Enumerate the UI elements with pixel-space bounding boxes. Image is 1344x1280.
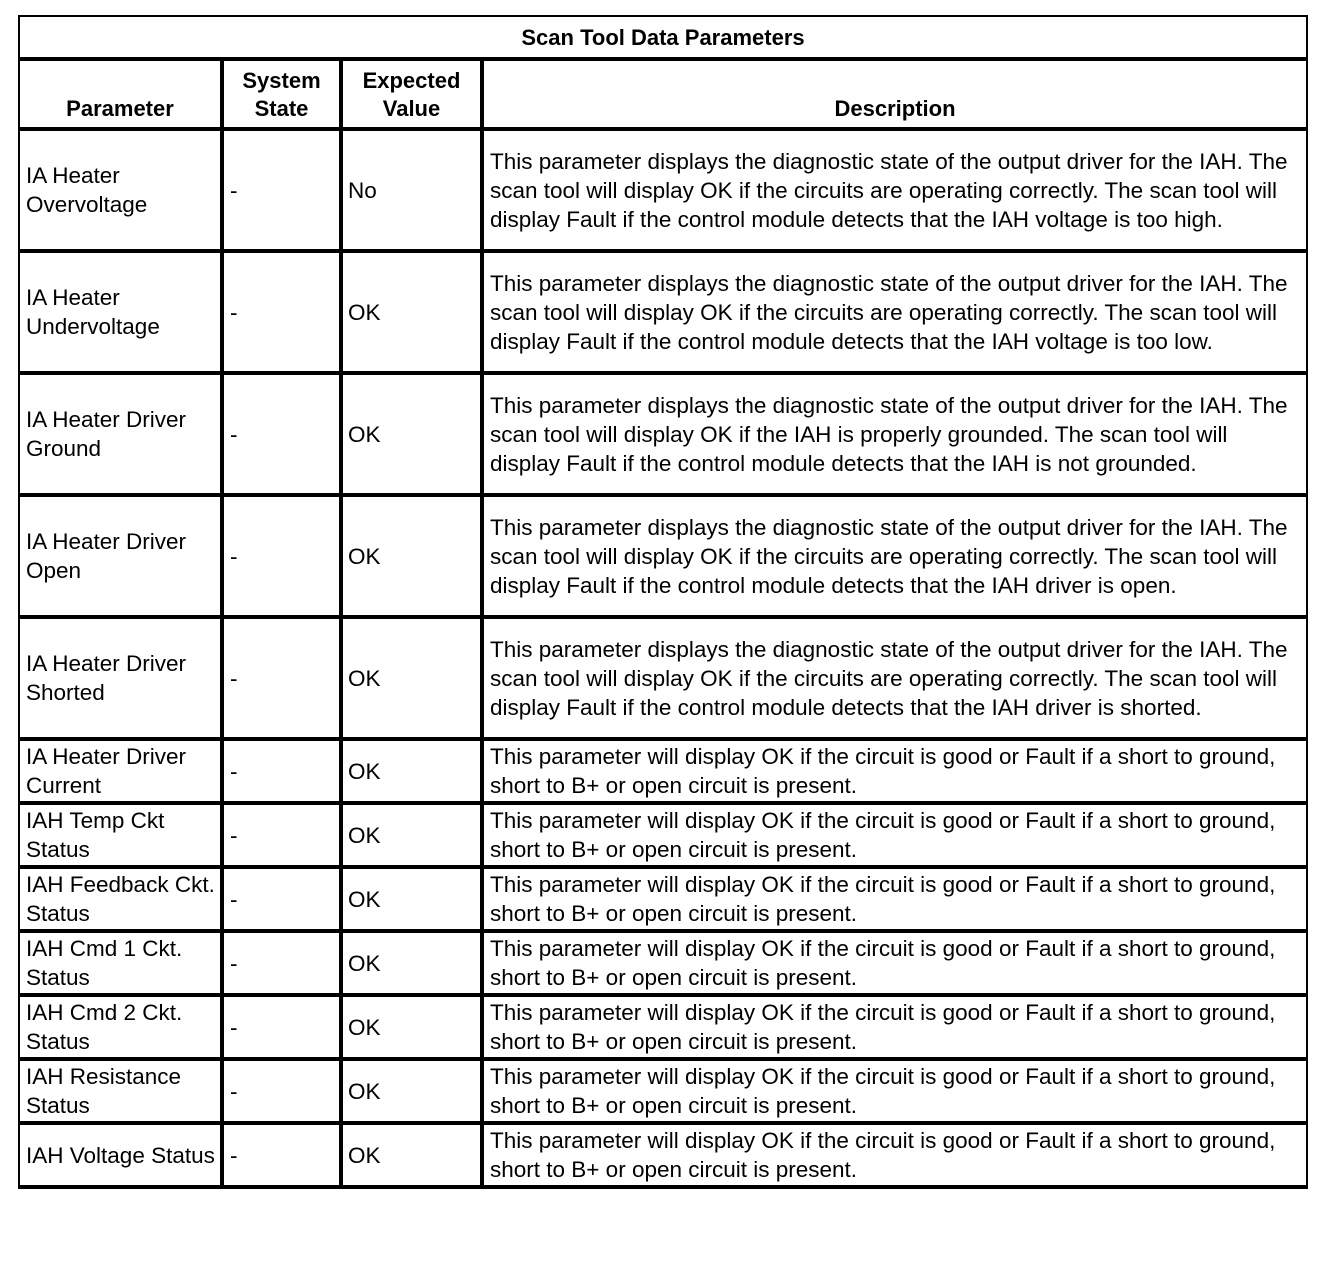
expected-value-cell: OK (341, 995, 482, 1059)
table-row (19, 803, 1307, 867)
table-row (19, 129, 1307, 251)
system-state-cell: - (222, 1059, 341, 1123)
system-state-cell: - (222, 739, 341, 803)
expected-value-cell: OK (341, 803, 482, 867)
table-row (19, 995, 1307, 1059)
parameter-cell: IA Heater Overvoltage (19, 129, 222, 251)
expected-value-cell: OK (341, 1123, 482, 1187)
system-state-cell: - (222, 803, 341, 867)
system-state-cell: - (222, 1123, 341, 1187)
system-state-cell: - (222, 995, 341, 1059)
system-state-cell: - (222, 931, 341, 995)
table-row (19, 1059, 1307, 1123)
parameter-cell: IAH Voltage Status (19, 1123, 222, 1187)
parameter-cell: IAH Temp Ckt Status (19, 803, 222, 867)
description-cell: This parameter will display OK if the circuit is good or Fault if a short to ground, short to B+ or open circuit is present. (482, 995, 1307, 1059)
description-cell: This parameter displays the diagnostic state of the output driver for the IAH. The scan tool will display OK if the IAH is properly grounded. The scan tool will display Fault if the control module detects that the IAH is not grounded. (482, 373, 1307, 495)
system-state-cell: - (222, 251, 341, 373)
expected-value-cell: OK (341, 867, 482, 931)
description-cell: This parameter displays the diagnostic state of the output driver for the IAH. The scan tool will display OK if the circuits are operating correctly. The scan tool will display Fault if the control module detects that the IAH driver is shorted. (482, 617, 1307, 739)
header-system-state: System State (222, 59, 341, 129)
parameter-cell: IAH Cmd 1 Ckt. Status (19, 931, 222, 995)
parameter-cell: IAH Resistance Status (19, 1059, 222, 1123)
expected-value-cell: OK (341, 1059, 482, 1123)
scan-tool-data-table (18, 15, 1308, 1189)
expected-value-cell: No (341, 129, 482, 251)
system-state-cell: - (222, 129, 341, 251)
table-row (19, 739, 1307, 803)
description-cell: This parameter displays the diagnostic state of the output driver for the IAH. The scan tool will display OK if the circuits are operating correctly. The scan tool will display Fault if the control module detects that the IAH voltage is too high. (482, 129, 1307, 251)
description-cell: This parameter displays the diagnostic state of the output driver for the IAH. The scan tool will display OK if the circuits are operating correctly. The scan tool will display Fault if the control module detects that the IAH driver is open. (482, 495, 1307, 617)
parameter-cell: IA Heater Driver Open (19, 495, 222, 617)
description-cell: This parameter will display OK if the circuit is good or Fault if a short to ground, short to B+ or open circuit is present. (482, 739, 1307, 803)
expected-value-cell: OK (341, 495, 482, 617)
header-description: Description (482, 59, 1307, 129)
description-cell: This parameter will display OK if the circuit is good or Fault if a short to ground, short to B+ or open circuit is present. (482, 1123, 1307, 1187)
description-cell: This parameter will display OK if the circuit is good or Fault if a short to ground, short to B+ or open circuit is present. (482, 803, 1307, 867)
table-row (19, 373, 1307, 495)
parameter-cell: IA Heater Undervoltage (19, 251, 222, 373)
description-cell: This parameter will display OK if the circuit is good or Fault if a short to ground, short to B+ or open circuit is present. (482, 867, 1307, 931)
table-row (19, 495, 1307, 617)
system-state-cell: - (222, 373, 341, 495)
system-state-cell: - (222, 617, 341, 739)
header-expected-value: Expected Value (341, 59, 482, 129)
expected-value-cell: OK (341, 739, 482, 803)
parameter-cell: IA Heater Driver Shorted (19, 617, 222, 739)
table-title-row (19, 16, 1307, 59)
expected-value-cell: OK (341, 617, 482, 739)
description-cell: This parameter will display OK if the circuit is good or Fault if a short to ground, short to B+ or open circuit is present. (482, 931, 1307, 995)
table-row (19, 931, 1307, 995)
description-cell: This parameter will display OK if the circuit is good or Fault if a short to ground, short to B+ or open circuit is present. (482, 1059, 1307, 1123)
parameter-cell: IAH Cmd 2 Ckt. Status (19, 995, 222, 1059)
expected-value-cell: OK (341, 931, 482, 995)
header-parameter: Parameter (19, 59, 222, 129)
parameter-cell: IA Heater Driver Ground (19, 373, 222, 495)
table-row (19, 1123, 1307, 1187)
parameter-cell: IAH Feedback Ckt. Status (19, 867, 222, 931)
expected-value-cell: OK (341, 251, 482, 373)
expected-value-cell: OK (341, 373, 482, 495)
description-cell: This parameter displays the diagnostic state of the output driver for the IAH. The scan tool will display OK if the circuits are operating correctly. The scan tool will display Fault if the control module detects that the IAH voltage is too low. (482, 251, 1307, 373)
table-row (19, 867, 1307, 931)
table-row (19, 251, 1307, 373)
scan-tool-data-document (18, 15, 1306, 1189)
system-state-cell: - (222, 495, 341, 617)
system-state-cell: - (222, 867, 341, 931)
parameter-cell: IA Heater Driver Current (19, 739, 222, 803)
table-title: Scan Tool Data Parameters (19, 16, 1307, 59)
table-row (19, 617, 1307, 739)
table-header-row (19, 59, 1307, 129)
